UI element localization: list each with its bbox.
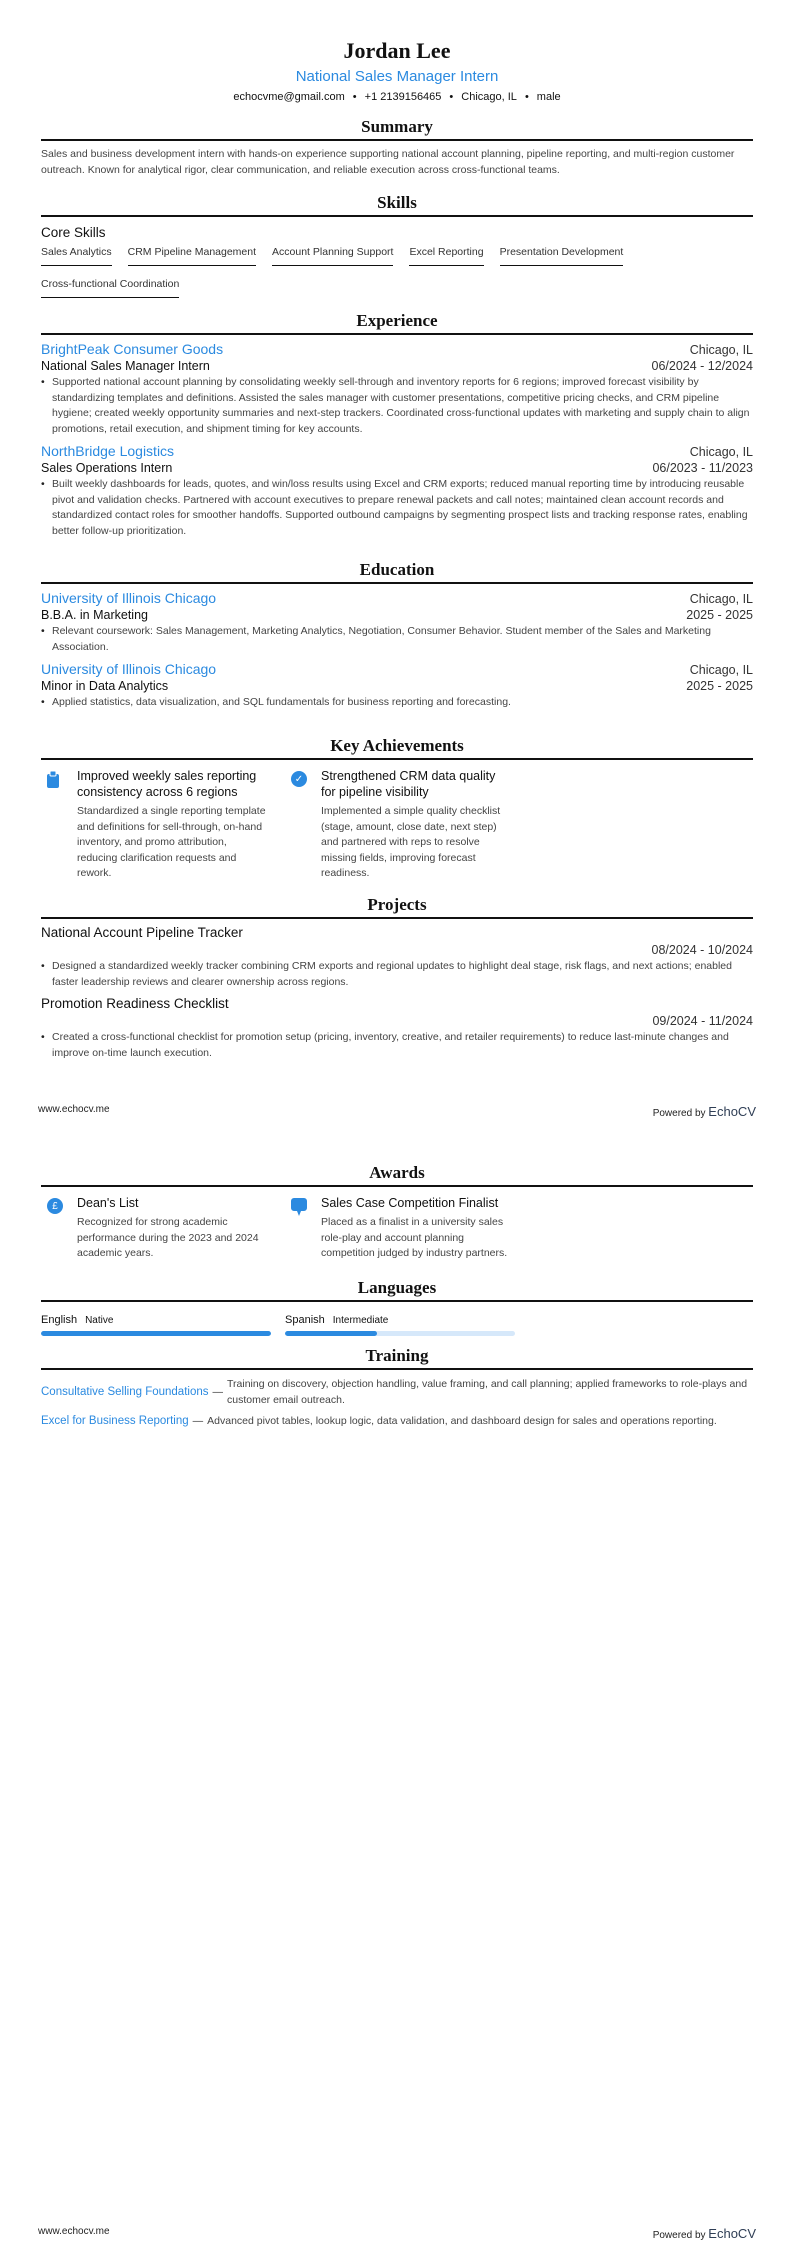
- training-item: Excel for Business Reporting — Advanced pivot tables, lookup logic, data validation, and dashboard design for sales and operations reporting.: [41, 1414, 753, 1430]
- company-name: BrightPeak Consumer Goods: [41, 341, 224, 357]
- project-name: Promotion Readiness Checklist: [41, 996, 229, 1011]
- proficiency-bar: [41, 1331, 271, 1336]
- gender: male: [536, 91, 561, 103]
- award-title: Sales Case Competition Finalist: [321, 1196, 499, 1210]
- language-level: Native: [85, 1315, 114, 1326]
- section-heading: Education: [41, 560, 753, 584]
- experience-entry: [41, 341, 753, 437]
- page-footer: [38, 1104, 756, 1119]
- achievement-title: Improved weekly sales reporting consistency across 6 regions: [77, 769, 257, 799]
- school-location: Chicago, IL: [689, 663, 753, 677]
- skill-tag: Excel Reporting: [409, 246, 483, 266]
- award-title: Dean's List: [77, 1196, 139, 1210]
- skill-tag: Presentation Development: [500, 246, 624, 266]
- section-heading: Awards: [41, 1163, 753, 1187]
- education-bullet: • Applied statistics, data visualization, and SQL fundamentals for business reporting and forecasting.: [41, 695, 753, 711]
- section-heading: Summary: [41, 117, 753, 141]
- project-bullet: • Created a cross-functional checklist for promotion setup (pricing, inventory, creative, and retailer requirements) to reduce last-minute changes and improve on-time launch execution.: [41, 1030, 753, 1061]
- summary-section: [41, 117, 753, 178]
- section-heading: Experience: [41, 311, 753, 335]
- training-description: Training on discovery, objection handling, value framing, and call planning; applied frameworks to role-plays and customer email outreach.: [227, 1378, 748, 1406]
- section-heading: Projects: [41, 895, 753, 919]
- footer-site-link[interactable]: www.echocv.me: [38, 1104, 110, 1115]
- phone[interactable]: +1 2139156465: [364, 91, 442, 103]
- projects-section: [41, 895, 753, 1061]
- section-heading: Key Achievements: [41, 736, 753, 760]
- summary-text: Sales and business development intern with hands-on experience supporting national account planning, pipeline reporting, and multi-region customer outreach. Known for analytical rigor, clear communication, and reliable execution across cross-functional teams.: [41, 148, 735, 176]
- company-name: NorthBridge Logistics: [41, 443, 175, 459]
- skill-tag: Sales Analytics: [41, 246, 112, 266]
- training-description: Advanced pivot tables, lookup logic, data validation, and dashboard design for sales and operations reporting.: [207, 1415, 717, 1427]
- experience-section: [41, 311, 753, 539]
- skill-list: [41, 246, 753, 298]
- school-name: University of Illinois Chicago: [41, 661, 217, 677]
- resume-header: [41, 38, 753, 103]
- education-dates: 2025 - 2025: [686, 679, 753, 693]
- job-location: Chicago, IL: [689, 343, 753, 357]
- job-dates: 06/2024 - 12/2024: [651, 359, 753, 373]
- skills-section: [41, 193, 753, 298]
- project-dates: 08/2024 - 10/2024: [651, 943, 753, 957]
- proficiency-fill: [41, 1331, 271, 1336]
- candidate-name: Jordan Lee: [343, 38, 451, 63]
- section-heading: Skills: [41, 193, 753, 217]
- location: Chicago, IL: [461, 91, 517, 103]
- project-dates: 09/2024 - 11/2024: [652, 1014, 753, 1028]
- language-item: [41, 1310, 271, 1336]
- job-bullet: • Built weekly dashboards for leads, quotes, and win/loss results using Excel and CRM exports; reduced manual reporting time by introducing reusable pivot and validation checks. Partnered with account executives to prepare renewal packets and call notes; maintained clean account records and standardized contact roles for smoother handoffs. Supported outbound campaigns by segmenting prospect lists and tracking response rates, enabling better follow-up prioritization.: [41, 477, 753, 539]
- powered-by-label: Powered by: [652, 1108, 706, 1119]
- training-name[interactable]: Excel for Business Reporting: [41, 1415, 189, 1427]
- school-name: University of Illinois Chicago: [41, 590, 217, 606]
- section-heading: Training: [41, 1346, 753, 1370]
- job-bullet: • Supported national account planning by consolidating weekly sell-through and inventory reports for 6 regions; improved forecast visibility by standardizing templates and definitions. Assisted the sales manager with customer presentations, competitive pricing checks, and CRM pipeline hygiene; created weekly opportunity summaries and next-step trackers. Coordinated cross-functional updates with marketing and supply chain to align promotions, retail execution, and shipment timing for key accounts.: [41, 375, 753, 437]
- skill-tag: CRM Pipeline Management: [128, 246, 256, 266]
- footer-site-link[interactable]: www.echocv.me: [38, 2226, 110, 2237]
- brand-logo[interactable]: EchoCV: [708, 2226, 756, 2241]
- project-entry: [41, 925, 753, 990]
- project-name: National Account Pipeline Tracker: [41, 925, 243, 940]
- training-section: [41, 1346, 753, 1436]
- job-role: National Sales Manager Intern: [41, 359, 210, 373]
- section-heading: Languages: [41, 1278, 753, 1302]
- job-location: Chicago, IL: [689, 445, 753, 459]
- job-dates: 06/2023 - 11/2023: [652, 461, 753, 475]
- education-bullet: • Relevant coursework: Sales Management, Marketing Analytics, Negotiation, Consumer Behavior. Student member of the Sales and Marketing Association.: [41, 624, 753, 655]
- award-card: [285, 1195, 529, 1262]
- job-role: Sales Operations Intern: [41, 461, 173, 475]
- achievement-title: Strengthened CRM data quality for pipeline visibility: [321, 769, 496, 799]
- award-card: [41, 1195, 285, 1262]
- email[interactable]: echocvme@gmail.com: [233, 91, 345, 103]
- award-description: Recognized for strong academic performance during the 2023 and 2024 academic years.: [77, 1216, 259, 1259]
- skill-tag: Cross-functional Coordination: [41, 278, 179, 298]
- education-entry: [41, 590, 753, 655]
- education-entry: [41, 661, 753, 711]
- education-dates: 2025 - 2025: [686, 608, 753, 622]
- pound-coin-icon: £: [41, 1195, 77, 1262]
- achievements-section: [41, 736, 753, 882]
- project-bullet: • Designed a standardized weekly tracker combining CRM exports and regional updates to highlight deal stage, risk flags, and next actions; enabled faster leadership reviews and clearer ownership across regions.: [41, 959, 753, 990]
- education-section: [41, 560, 753, 711]
- degree: B.B.A. in Marketing: [41, 608, 148, 622]
- candidate-title: National Sales Manager Intern: [295, 68, 499, 85]
- language-name: English: [41, 1314, 78, 1326]
- proficiency-fill: [285, 1331, 377, 1336]
- language-name: Spanish: [285, 1314, 325, 1326]
- award-description: Placed as a finalist in a university sales role-play and account planning competition judged by industry partners.: [321, 1216, 508, 1259]
- degree: Minor in Data Analytics: [41, 679, 169, 693]
- page-footer: [38, 2226, 756, 2241]
- achievement-description: Standardized a single reporting template and definitions for sell-through, on-hand inventory, and promo attribution, reducing clarification requests and rework.: [77, 805, 266, 879]
- achievement-description: Implemented a simple quality checklist (stage, amount, close date, next step) and partnered with reps to resolve missing fields, improving forecast readiness.: [321, 805, 501, 879]
- brand-logo[interactable]: EchoCV: [708, 1104, 756, 1119]
- contact-info: echocvme@gmail.com • +1 2139156465 • Chicago, IL • male: [233, 91, 561, 103]
- powered-by-label: Powered by: [652, 2230, 706, 2241]
- check-badge-icon: ✓: [285, 768, 321, 882]
- clipboard-icon: [41, 768, 77, 882]
- experience-entry: [41, 443, 753, 539]
- awards-section: [41, 1163, 753, 1262]
- training-item: Consultative Selling Foundations — Training on discovery, objection handling, value framing, and call planning; applied frameworks to role-plays and customer email outreach.: [41, 1377, 753, 1408]
- language-level: Intermediate: [332, 1315, 389, 1326]
- speech-bubble-icon: [285, 1195, 321, 1262]
- language-item: [285, 1310, 515, 1336]
- languages-section: [41, 1278, 753, 1336]
- skill-tag: Account Planning Support: [272, 246, 393, 266]
- achievement-card: [285, 768, 529, 882]
- achievement-card: [41, 768, 285, 882]
- school-location: Chicago, IL: [689, 592, 753, 606]
- project-entry: [41, 996, 753, 1061]
- skill-group-title: Core Skills: [41, 225, 106, 240]
- training-name[interactable]: Consultative Selling Foundations: [41, 1385, 209, 1398]
- proficiency-bar: [285, 1331, 515, 1336]
